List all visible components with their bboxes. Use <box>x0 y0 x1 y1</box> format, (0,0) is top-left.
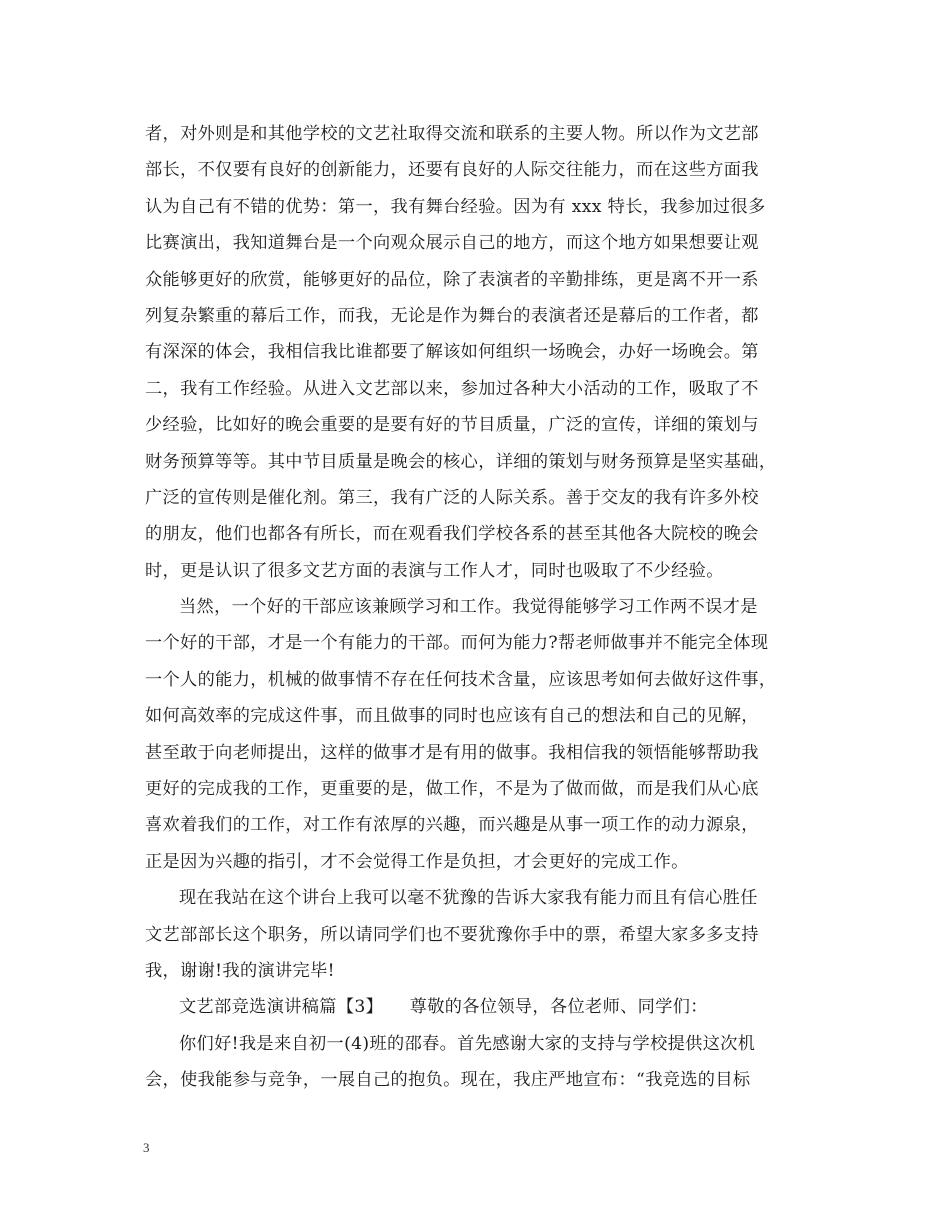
text-line: 我，谢谢!我的演讲完毕! <box>145 960 335 981</box>
body-text <box>145 116 805 1099</box>
text-line: 众能够更好的欣赏，能够更好的品位，除了表演者的辛勤排练，更是离不开一系 <box>145 269 759 290</box>
text-line: 文艺部部长这个职务，所以请同学们也不要犹豫你手中的票，希望大家多多支持 <box>145 924 759 945</box>
text-line: 正是因为兴趣的指引，才不会觉得工作是负担，才会更好的完成工作。 <box>145 851 689 872</box>
text-line: 一个好的干部，才是一个有能力的干部。而何为能力?帮老师做事并不能完全体现 <box>145 633 769 654</box>
paragraph-start-line: 现在我站在这个讲台上我可以毫不犹豫的告诉大家我有能力而且有信心胜任 <box>179 888 758 909</box>
text-line: 认为自己有不错的优势：第一，我有舞台经验。因为有 xxx 特长，我参加过很多 <box>145 196 766 217</box>
text-line: 一个人的能力，机械的做事情不存在任何技术含量，应该思考如何去做好这件事， <box>145 669 777 690</box>
text-line: 有深深的体会，我相信我比谁都要了解该如何组织一场晚会，办好一场晚会。第 <box>145 342 759 363</box>
text-line: 者，对外则是和其他学校的文艺社取得交流和联系的主要人物。所以作为文艺部 <box>145 124 759 144</box>
text-line: 如何高效率的完成这件事，而且做事的同时也应该有自己的想法和自己的见解， <box>145 706 759 727</box>
text-line: 会，使我能参与竞争，一展自己的抱负。现在，我庄严地宣布：“我竞选的目标 <box>145 1070 751 1091</box>
text-line: 甚至敢于向老师提出，这样的做事才是有用的做事。我相信我的领悟能够帮助我 <box>145 742 759 763</box>
paragraph-start-line: 当然，一个好的干部应该兼顾学习和工作。我觉得能够学习工作两不误才是 <box>179 597 758 618</box>
paragraph-start-line: 你们好!我是来自初一(4)班的邵春。首先感谢大家的支持与学校提供这次机 <box>179 1033 756 1054</box>
text-line: 更好的完成我的工作，更重要的是，做工作，不是为了做而做，而是我们从心底 <box>145 779 759 800</box>
text-line: 广泛的宣传则是催化剂。第三，我有广泛的人际关系。善于交友的我有许多外校 <box>145 487 759 508</box>
section-heading-line: 文艺部竞选演讲稿篇【3】 尊敬的各位领导，各位老师、同学们： <box>179 997 708 1018</box>
text-line: 时，更是认识了很多文艺方面的表演与工作人才，同时也吸取了不少经验。 <box>145 560 724 581</box>
page-number: 3 <box>143 1140 150 1155</box>
text-line: 列复杂繁重的幕后工作，而我，无论是作为舞台的表演者还是幕后的工作者，都 <box>145 305 759 326</box>
text-line: 比赛演出，我知道舞台是一个向观众展示自己的地方，而这个地方如果想要让观 <box>145 233 759 254</box>
text-line: 喜欢着我们的工作，对工作有浓厚的兴趣，而兴趣是从事一项工作的动力源泉， <box>145 815 759 836</box>
text-line: 二，我有工作经验。从进入文艺部以来，参加过各种大小活动的工作，吸取了不 <box>145 378 759 399</box>
text-line: 部长，不仅要有良好的创新能力，还要有良好的人际交往能力，而在这些方面我 <box>145 160 759 181</box>
text-line: 少经验，比如好的晚会重要的是要有好的节目质量，广泛的宣传，详细的策划与 <box>145 415 759 436</box>
text-line: 的朋友，他们也都各有所长，而在观看我们学校各系的甚至其他各大院校的晚会 <box>145 524 759 545</box>
text-line: 财务预算等等。其中节目质量是晚会的核心，详细的策划与财务预算是坚实基础， <box>145 451 777 472</box>
